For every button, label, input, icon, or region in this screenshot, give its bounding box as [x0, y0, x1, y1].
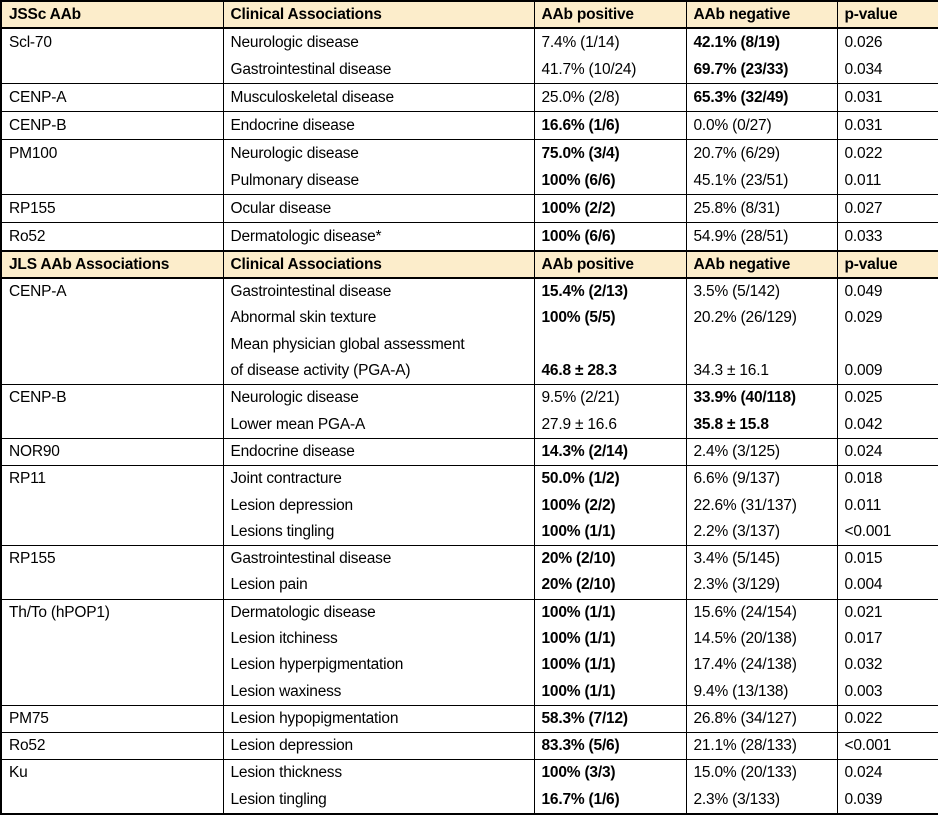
aab-positive-cell: 46.8 ± 28.3 — [534, 358, 686, 385]
aab-negative-cell: 14.5% (20/138) — [686, 626, 837, 652]
aab-positive-cell: 100% (6/6) — [534, 167, 686, 195]
aab-negative-cell: 20.7% (6/29) — [686, 140, 837, 168]
table-row — [1, 599, 938, 626]
aab-negative-cell: 9.4% (13/138) — [686, 678, 837, 705]
aab-positive-cell: 100% (1/1) — [534, 519, 686, 546]
aab-negative-cell — [686, 332, 837, 358]
aab-positive-cell: 75.0% (3/4) — [534, 140, 686, 168]
clinical-association-cell: Neurologic disease — [223, 28, 534, 56]
table-row — [1, 705, 938, 732]
clinical-association-cell: Abnormal skin texture — [223, 305, 534, 331]
clinical-association-cell: Mean physician global assessment — [223, 332, 534, 358]
clinical-association-cell: Neurologic disease — [223, 385, 534, 412]
clinical-association-cell: Lesion depression — [223, 733, 534, 760]
section-header-row — [1, 251, 938, 278]
clinical-association-cell: Gastrointestinal disease — [223, 56, 534, 84]
table-row — [1, 519, 938, 546]
aab-negative-cell: 33.9% (40/118) — [686, 385, 837, 412]
aab-cell: CENP-B — [1, 385, 223, 412]
aab-column-header: JSSc AAb — [1, 1, 223, 28]
aab-positive-cell: 50.0% (1/2) — [534, 466, 686, 493]
aab-positive-cell: 100% (3/3) — [534, 760, 686, 787]
table-row — [1, 140, 938, 168]
p-value-cell: <0.001 — [837, 519, 938, 546]
aab-cell — [1, 332, 223, 358]
clinical-association-cell: of disease activity (PGA-A) — [223, 358, 534, 385]
aab-positive-cell: 15.4% (2/13) — [534, 278, 686, 305]
aab-cell: RP155 — [1, 195, 223, 223]
aab-positive-cell: 14.3% (2/14) — [534, 438, 686, 465]
p-value-cell: 0.042 — [837, 411, 938, 438]
clinical-association-cell: Lesion itchiness — [223, 626, 534, 652]
table-row — [1, 652, 938, 678]
aab-positive-cell: 100% (1/1) — [534, 678, 686, 705]
p-value-cell: 0.027 — [837, 195, 938, 223]
p-value-cell: 0.029 — [837, 305, 938, 331]
p-value-cell: 0.024 — [837, 438, 938, 465]
table-row — [1, 411, 938, 438]
aab-positive-cell: 58.3% (7/12) — [534, 705, 686, 732]
p-value-cell: 0.003 — [837, 678, 938, 705]
table-row — [1, 223, 938, 252]
p-value-cell: 0.017 — [837, 626, 938, 652]
p-value-cell: 0.018 — [837, 466, 938, 493]
aab-negative-cell: 45.1% (23/51) — [686, 167, 837, 195]
aab-negative-cell: 54.9% (28/51) — [686, 223, 837, 252]
aab-positive-cell: 100% (2/2) — [534, 492, 686, 518]
aab-cell: NOR90 — [1, 438, 223, 465]
clinical-association-cell: Lesion hyperpigmentation — [223, 652, 534, 678]
aab-positive-column-header: AAb positive — [534, 251, 686, 278]
aab-negative-cell: 3.5% (5/142) — [686, 278, 837, 305]
table-row — [1, 492, 938, 518]
aab-negative-cell: 15.0% (20/133) — [686, 760, 837, 787]
aab-negative-cell: 25.8% (8/31) — [686, 195, 837, 223]
table-row — [1, 305, 938, 331]
table-row — [1, 466, 938, 493]
aab-positive-cell: 100% (5/5) — [534, 305, 686, 331]
table-row — [1, 733, 938, 760]
aab-positive-cell: 27.9 ± 16.6 — [534, 411, 686, 438]
aab-positive-cell — [534, 332, 686, 358]
p-value-cell: 0.025 — [837, 385, 938, 412]
section-header-row — [1, 1, 938, 28]
aab-cell — [1, 358, 223, 385]
aab-negative-cell: 42.1% (8/19) — [686, 28, 837, 56]
aab-negative-cell: 22.6% (31/137) — [686, 492, 837, 518]
aab-positive-cell: 16.6% (1/6) — [534, 112, 686, 140]
aab-negative-cell: 34.3 ± 16.1 — [686, 358, 837, 385]
p-value-cell: 0.011 — [837, 167, 938, 195]
table-row — [1, 760, 938, 787]
clinical-association-cell: Lesion pain — [223, 572, 534, 599]
clinical-association-cell: Ocular disease — [223, 195, 534, 223]
table-row — [1, 167, 938, 195]
clinical-association-cell: Lesion depression — [223, 492, 534, 518]
aab-cell: PM75 — [1, 705, 223, 732]
clinical-association-cell: Neurologic disease — [223, 140, 534, 168]
aab-cell: RP155 — [1, 545, 223, 572]
aab-cell — [1, 787, 223, 814]
p-value-cell — [837, 332, 938, 358]
table-row — [1, 626, 938, 652]
clinical-association-cell: Gastrointestinal disease — [223, 278, 534, 305]
aab-negative-column-header: AAb negative — [686, 1, 837, 28]
clinical-association-cell: Lesion hypopigmentation — [223, 705, 534, 732]
p-value-cell: 0.011 — [837, 492, 938, 518]
clinical-association-cell: Lesions tingling — [223, 519, 534, 546]
aab-positive-cell: 41.7% (10/24) — [534, 56, 686, 84]
p-value-cell: 0.026 — [837, 28, 938, 56]
aab-cell — [1, 652, 223, 678]
aab-negative-cell: 35.8 ± 15.8 — [686, 411, 837, 438]
p-value-cell: 0.021 — [837, 599, 938, 626]
p-value-column-header: p-value — [837, 251, 938, 278]
table-row — [1, 787, 938, 814]
table-row — [1, 358, 938, 385]
table-row — [1, 385, 938, 412]
aab-positive-cell: 16.7% (1/6) — [534, 787, 686, 814]
aab-positive-column-header: AAb positive — [534, 1, 686, 28]
aab-cell: Ro52 — [1, 733, 223, 760]
clinical-association-cell: Lesion thickness — [223, 760, 534, 787]
aab-negative-cell: 69.7% (23/33) — [686, 56, 837, 84]
aab-cell — [1, 492, 223, 518]
table-row — [1, 678, 938, 705]
aab-negative-cell: 2.3% (3/129) — [686, 572, 837, 599]
p-value-cell: 0.031 — [837, 112, 938, 140]
aab-cell: CENP-A — [1, 84, 223, 112]
aab-cell — [1, 167, 223, 195]
aab-positive-cell: 20% (2/10) — [534, 545, 686, 572]
p-value-cell: 0.031 — [837, 84, 938, 112]
table-row — [1, 84, 938, 112]
aab-positive-cell: 20% (2/10) — [534, 572, 686, 599]
aab-negative-cell: 15.6% (24/154) — [686, 599, 837, 626]
p-value-cell: 0.015 — [837, 545, 938, 572]
aab-negative-cell: 2.4% (3/125) — [686, 438, 837, 465]
p-value-cell: 0.022 — [837, 140, 938, 168]
table-row — [1, 545, 938, 572]
aab-negative-cell: 26.8% (34/127) — [686, 705, 837, 732]
p-value-cell: 0.034 — [837, 56, 938, 84]
aab-positive-cell: 7.4% (1/14) — [534, 28, 686, 56]
clinical-association-cell: Endocrine disease — [223, 438, 534, 465]
aab-negative-cell: 6.6% (9/137) — [686, 466, 837, 493]
aab-cell: CENP-B — [1, 112, 223, 140]
aab-cell: CENP-A — [1, 278, 223, 305]
p-value-cell: <0.001 — [837, 733, 938, 760]
aab-cell — [1, 305, 223, 331]
p-value-cell: 0.049 — [837, 278, 938, 305]
p-value-column-header: p-value — [837, 1, 938, 28]
clinical-association-cell: Endocrine disease — [223, 112, 534, 140]
aab-cell — [1, 519, 223, 546]
aab-negative-cell: 21.1% (28/133) — [686, 733, 837, 760]
clinical-association-cell: Gastrointestinal disease — [223, 545, 534, 572]
aab-positive-cell: 83.3% (5/6) — [534, 733, 686, 760]
p-value-cell: 0.009 — [837, 358, 938, 385]
p-value-cell: 0.039 — [837, 787, 938, 814]
aab-cell: Ro52 — [1, 223, 223, 252]
aab-negative-cell: 17.4% (24/138) — [686, 652, 837, 678]
aab-cell: Ku — [1, 760, 223, 787]
table-row — [1, 572, 938, 599]
clinical-association-cell: Joint contracture — [223, 466, 534, 493]
clinical-associations-column-header: Clinical Associations — [223, 251, 534, 278]
aab-cell: Th/To (hPOP1) — [1, 599, 223, 626]
p-value-cell: 0.004 — [837, 572, 938, 599]
aab-negative-column-header: AAb negative — [686, 251, 837, 278]
table-row — [1, 278, 938, 305]
aab-cell — [1, 626, 223, 652]
aab-cell — [1, 572, 223, 599]
table-row — [1, 195, 938, 223]
clinical-association-cell: Dermatologic disease — [223, 599, 534, 626]
aab-negative-cell: 2.2% (3/137) — [686, 519, 837, 546]
aab-positive-cell: 100% (6/6) — [534, 223, 686, 252]
table-row — [1, 332, 938, 358]
clinical-association-cell: Musculoskeletal disease — [223, 84, 534, 112]
aab-negative-cell: 65.3% (32/49) — [686, 84, 837, 112]
p-value-cell: 0.024 — [837, 760, 938, 787]
aab-positive-cell: 100% (2/2) — [534, 195, 686, 223]
clinical-association-cell: Pulmonary disease — [223, 167, 534, 195]
table-row — [1, 112, 938, 140]
clinical-association-cell: Dermatologic disease* — [223, 223, 534, 252]
aab-positive-cell: 9.5% (2/21) — [534, 385, 686, 412]
aab-negative-cell: 0.0% (0/27) — [686, 112, 837, 140]
table-row — [1, 56, 938, 84]
p-value-cell: 0.022 — [837, 705, 938, 732]
clinical-associations-column-header: Clinical Associations — [223, 1, 534, 28]
aab-positive-cell: 25.0% (2/8) — [534, 84, 686, 112]
aab-column-header: JLS AAb Associations — [1, 251, 223, 278]
table-row — [1, 28, 938, 56]
aab-positive-cell: 100% (1/1) — [534, 652, 686, 678]
aab-positive-cell: 100% (1/1) — [534, 626, 686, 652]
clinical-association-cell: Lesion tingling — [223, 787, 534, 814]
clinical-association-cell: Lesion waxiness — [223, 678, 534, 705]
aab-negative-cell: 20.2% (26/129) — [686, 305, 837, 331]
aab-cell: Scl-70 — [1, 28, 223, 56]
clinical-association-cell: Lower mean PGA-A — [223, 411, 534, 438]
aab-cell — [1, 678, 223, 705]
table-body — [1, 1, 938, 814]
aab-negative-cell: 3.4% (5/145) — [686, 545, 837, 572]
aab-cell — [1, 411, 223, 438]
aab-positive-cell: 100% (1/1) — [534, 599, 686, 626]
p-value-cell: 0.032 — [837, 652, 938, 678]
aab-cell: RP11 — [1, 466, 223, 493]
p-value-cell: 0.033 — [837, 223, 938, 252]
table-row — [1, 438, 938, 465]
aab-negative-cell: 2.3% (3/133) — [686, 787, 837, 814]
aab-cell — [1, 56, 223, 84]
aab-cell: PM100 — [1, 140, 223, 168]
